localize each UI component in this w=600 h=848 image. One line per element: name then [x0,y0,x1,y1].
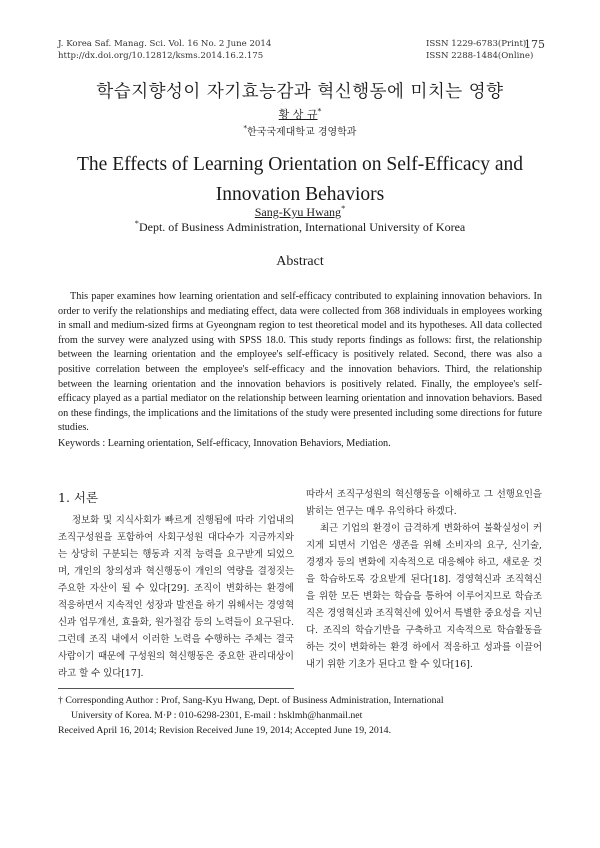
abstract-heading: Abstract [276,254,324,269]
journal-header [58,38,271,62]
korean-author-name: 황 상 규 [278,108,318,121]
author-marker-en: * [341,204,346,213]
korean-affiliation [40,123,560,138]
affiliation-marker: * [243,124,248,133]
author-marker: * [317,106,322,116]
english-author [40,205,560,220]
affiliation-marker-en: * [134,219,139,228]
footnote-divider [58,688,294,689]
english-title [40,150,560,210]
korean-affiliation-text: 한국국제대학교 경영학과 [247,127,357,138]
english-author-name: Sang-Kyu Hwang [254,205,342,219]
footnote-line-1 [58,694,548,709]
footnote [58,694,548,738]
footnote-corresponding: Corresponding Author : Prof, Sang-Kyu Hwang, Dept. of Business Administration, International [65,695,444,706]
footnote-contact: University of Korea. M·P : 010-6298-2301, E-mail : hsklmh@hanmail.net [71,709,363,721]
english-affiliation-text: Dept. of Business Administration, International University of Korea [138,220,466,234]
dagger-marker: † [58,695,63,706]
left-column [58,512,294,682]
english-title-line-2: Innovation Behaviors [215,184,385,205]
english-title-line-1: The Effects of Learning Orientation on Self-Efficacy and [77,154,523,175]
english-affiliation [40,220,560,235]
abstract-body: This paper examines how learning orientation and self-efficacy contributed to explaining innovation behaviors. In order to verify the relationships and mediating effect, data were collected from 368 individuals in employees working in small and medium-sized firms at Gyeongnam region to test theoretical model and its hypotheses. All data collected from the survey were analyzed using with SPSS 18.0. This study reports findings as follows: first, the relationship between the learning orientation and the employee's self-efficacy is positively related. Second, there was also a positive correlation between the employee's self-efficacy and the innovation behaviors. Third, the relationship between the learning orientation and the innovation behaviors is positively related. Finally, the employee's self-efficacy played as a partial mediator on the relationship between learning orientation and innovation behaviors. Based on these findings, the implications and the limitations of the study were presented including some directions for future studies. [58,291,542,434]
page-number: 175 [524,38,545,51]
right-column [306,486,542,673]
korean-title: 학습지향성이 자기효능감과 혁신행동에 미치는 영향 [96,82,504,102]
issn-print: ISSN 1229-6783(Print) [426,39,527,49]
keywords: Keywords : Learning orientation, Self-efficacy, Innovation Behaviors, Mediation. [58,438,391,449]
body-paragraph: 최근 기업의 환경이 급격하게 변화하여 불확실성이 커지게 되면서 기업은 생존을 위해 소비자의 요구, 신기술, 경쟁자 등의 변화에 지속적으로 대응해야 하고, 새로운 것을 학습하도록 강요받게 된다[18]. 경영혁신과 조직혁신을 위한 모든 변화는 학습을 통하여 이루어지므로 학습조직은 경영혁신과 조직혁신에 있어서 특별한 중요성을 지닌다. 조직의 학습기반을 구축하고 지속적으로 학습활동을 하는 것이 변화하는 환경 하에서 적응하고 성과를 이끌어내기 위한 기초가 된다고 할 수 있다[16]. [306,523,542,670]
doi-link[interactable]: http://dx.doi.org/10.12812/ksms.2014.16.2.175 [58,51,264,61]
journal-citation: J. Korea Saf. Manag. Sci. Vol. 16 No. 2 June 2014 [58,39,272,49]
issn-online: ISSN 2288-1484(Online) [426,51,534,61]
issn-block [426,38,533,62]
korean-author [40,106,560,122]
footnote-dates: Received April 16, 2014; Revision Received June 19, 2014; Accepted June 19, 2014. [58,724,392,736]
body-paragraph: 정보화 및 지식사회가 빠르게 진행됨에 따라 기업내의 조직구성원을 포함하여 사회구성원 대다수가 지금까지와는 상당히 구분되는 행동과 지적 능력을 요구받게 되었으며, 개인의 창의성과 혁신행동이 개인의 역량을 결정짓는 주요한 자산이 될 수 있다[29]. 조직이 변화하는 환경에 적응하면서 지속적인 성장과 발전을 하기 위해서는 경영혁신과 업무개선, 효율화, 원가절감 등의 노력들이 요구된다. 그런데 조직 내에서 이러한 노력을 수행하는 주체는 결국 사람이기 때문에 구성원의 혁신행동은 중요한 관리대상이라고 할 수 있다[17]. [58,515,294,679]
section-heading-introduction: 1. 서론 [58,490,99,505]
body-paragraph-continued: 따라서 조직구성원의 혁신행동을 이해하고 그 선행요인을 밝히는 연구는 매우 유익하다 하겠다. [306,489,542,517]
